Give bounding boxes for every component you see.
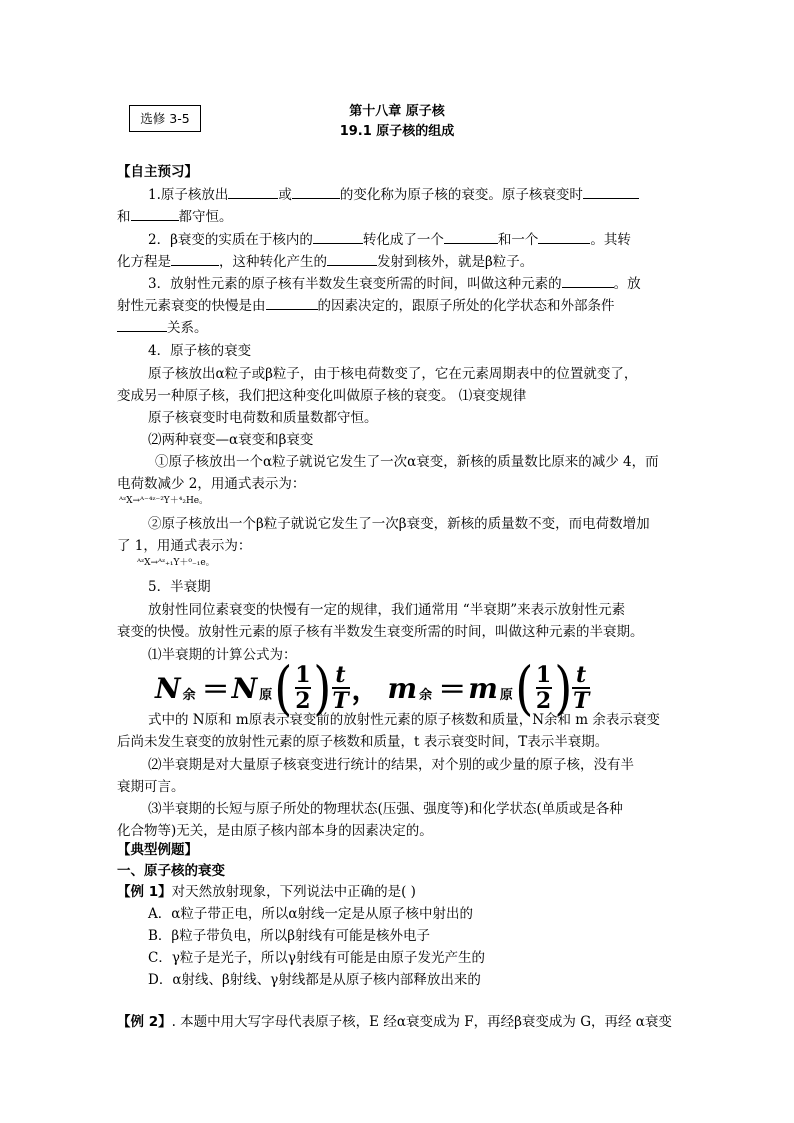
- q3-text-c: 射性元素衰变的快慢是由: [117, 298, 266, 314]
- q1-text-b: 或: [278, 187, 292, 203]
- blank[interactable]: [131, 208, 179, 221]
- examples-heading: 【典型例题】: [117, 842, 198, 858]
- q5-para-1b: 衰变的快慢。放射性元素的原子核有半数发生衰变所需的时间，叫做这种元素的半衰期。: [117, 624, 644, 640]
- q4-para-1c: 原子核衰变时电荷数和质量数都守恒。: [148, 410, 378, 426]
- blank[interactable]: [562, 275, 614, 288]
- example-1-stem: [117, 880, 416, 900]
- question-3-line-1: [148, 272, 641, 292]
- q3-text-a: 3．放射性元素的原子核有半数发生衰变所需的时间，叫做这种元素的: [148, 276, 562, 292]
- question-1-line-1: [148, 183, 639, 203]
- question-2-line-1: [148, 228, 631, 248]
- blank[interactable]: [117, 319, 167, 332]
- q2-text-b: 转化成了一个: [362, 232, 444, 248]
- blank[interactable]: [444, 231, 498, 244]
- q5-para-3a: 式中的 N原和 m原表示衰变前的放射性元素的原子核数和质量，N余和 m 余表示衰变: [148, 712, 660, 728]
- q5-para-5a: ⑶半衰期的长短与原子所处的物理状态(压强、强度等)和化学状态(单质或是各种: [148, 801, 623, 817]
- example-1-question: 对天然放射现象，下列说法中正确的是( ): [171, 884, 416, 900]
- beta-decay-line-1: ②原子核放出一个β粒子就说它发生了一次β衰变，新核的质量数不变，而电荷数增加: [148, 516, 650, 532]
- alpha-decay-line-1: ①原子核放出一个α粒子就说它发生了一次α衰变，新核的质量数比原来的减少 4，而: [155, 454, 659, 470]
- q5-para-5b: 化合物等)无关，是由原子核内部本身的因素决定的。: [117, 823, 433, 839]
- q3-text-d: 的因素决定的，跟原子所处的化学状态和外部条件: [317, 298, 615, 314]
- blank[interactable]: [583, 186, 639, 199]
- q3-text-e: 关系。: [167, 320, 208, 336]
- blank[interactable]: [171, 253, 219, 266]
- blank[interactable]: [327, 253, 377, 266]
- alpha-decay-equation: ᴬᶻX→ᴬ⁻⁴ᶻ⁻²Y＋⁴₂He。: [119, 496, 209, 506]
- beta-decay-equation: ᴬᶻX→ᴬᶻ₊₁Y＋⁰₋₁e。: [137, 558, 215, 568]
- q2-text-g: 发射到核外，就是β粒子。: [377, 254, 534, 270]
- example-2-label: 【例 2】: [117, 1014, 172, 1030]
- question-1-line-2: [117, 205, 233, 225]
- q1-text-d: 和: [117, 209, 131, 225]
- blank[interactable]: [266, 297, 318, 310]
- q2-text-d: 。其转: [590, 232, 631, 248]
- half-life-formula: N 余 ＝ N 原 ( $\frac{1}{2}$ ) t T ， m 余 ＝ m 原 ( $\frac{1}{2}$ ) t T: [155, 654, 590, 722]
- q3-text-b: 。放: [613, 276, 641, 292]
- q5-para-4a: ⑵半衰期是对大量原子核衰变进行统计的结果，对个别的或少量的原子核，没有半: [148, 757, 634, 773]
- q2-text-e: 化方程是: [117, 254, 171, 270]
- blank[interactable]: [292, 186, 340, 199]
- preview-heading: 【自主预习】: [117, 164, 198, 180]
- alpha-decay-line-2: 电荷数减少 2，用通式表示为：: [117, 476, 306, 492]
- section-title: 19.1 原子核的组成: [339, 124, 455, 139]
- q5-para-3b: 后尚未发生衰变的放射性元素的原子核数和质量，t 表示衰变时间，T表示半衰期。: [117, 734, 609, 750]
- question-3-line-2: [117, 294, 615, 314]
- q5-para-1a: 放射性同位素衰变的快慢有一定的规律，我们通常用 “半衰期”来表示放射性元素: [148, 602, 626, 618]
- q2-text-a: 2．β衰变的实质在于核内的: [148, 232, 313, 248]
- blank[interactable]: [228, 186, 278, 199]
- blank[interactable]: [538, 231, 590, 244]
- q5-para-2: ⑴半衰期的计算公式为：: [148, 647, 297, 663]
- option-a[interactable]: A．α粒子带正电，所以α射线一定是从原子核中射出的: [148, 906, 473, 922]
- option-b[interactable]: B．β粒子带负电，所以β射线有可能是核外电子: [148, 928, 431, 944]
- option-d[interactable]: D．α射线、β射线、γ射线都是从原子核内部释放出来的: [148, 972, 481, 988]
- example-2-question: . 本题中用大写字母代表原子核，E 经α衰变成为 F，再经β衰变成为 G，再经 α衰变: [171, 1014, 672, 1030]
- question-5-title: 5．半衰期: [148, 579, 211, 595]
- q4-para-2: ⑵两种衰变—α衰变和β衰变: [148, 432, 314, 448]
- q4-para-1a: 原子核放出α粒子或β粒子，由于核电荷数变了，它在元素周期表中的位置就变了，: [148, 366, 638, 382]
- example-2-stem: [117, 1010, 672, 1030]
- q1-text-c: 的变化称为原子核的衰变。原子核衰变时: [339, 187, 583, 203]
- example-1-label: 【例 1】: [117, 884, 172, 900]
- chapter-title: 第十八章 原子核: [349, 104, 445, 119]
- question-2-line-2: [117, 250, 533, 270]
- question-3-line-3: [117, 316, 208, 336]
- q2-text-f: ，这种转化产生的: [219, 254, 327, 270]
- course-label-box: 选修 3-5: [129, 105, 201, 132]
- blank[interactable]: [313, 231, 363, 244]
- question-4-title: 4．原子核的衰变: [148, 343, 252, 359]
- option-c[interactable]: C．γ粒子是光子，所以γ射线有可能是由原子发光产生的: [148, 950, 485, 966]
- q2-text-c: 和一个: [497, 232, 539, 248]
- q1-text-a: 1.原子核放出: [148, 187, 229, 203]
- q5-para-4b: 衰期可言。: [117, 779, 185, 795]
- beta-decay-line-2: 了 1，用通式表示为：: [117, 538, 252, 554]
- q1-text-e: 都守恒。: [178, 209, 233, 225]
- q4-para-1b: 变成另一种原子核，我们把这种变化叫做原子核的衰变。 ⑴衰变规律: [117, 388, 527, 404]
- example-subheading: 一、原子核的衰变: [117, 863, 225, 879]
